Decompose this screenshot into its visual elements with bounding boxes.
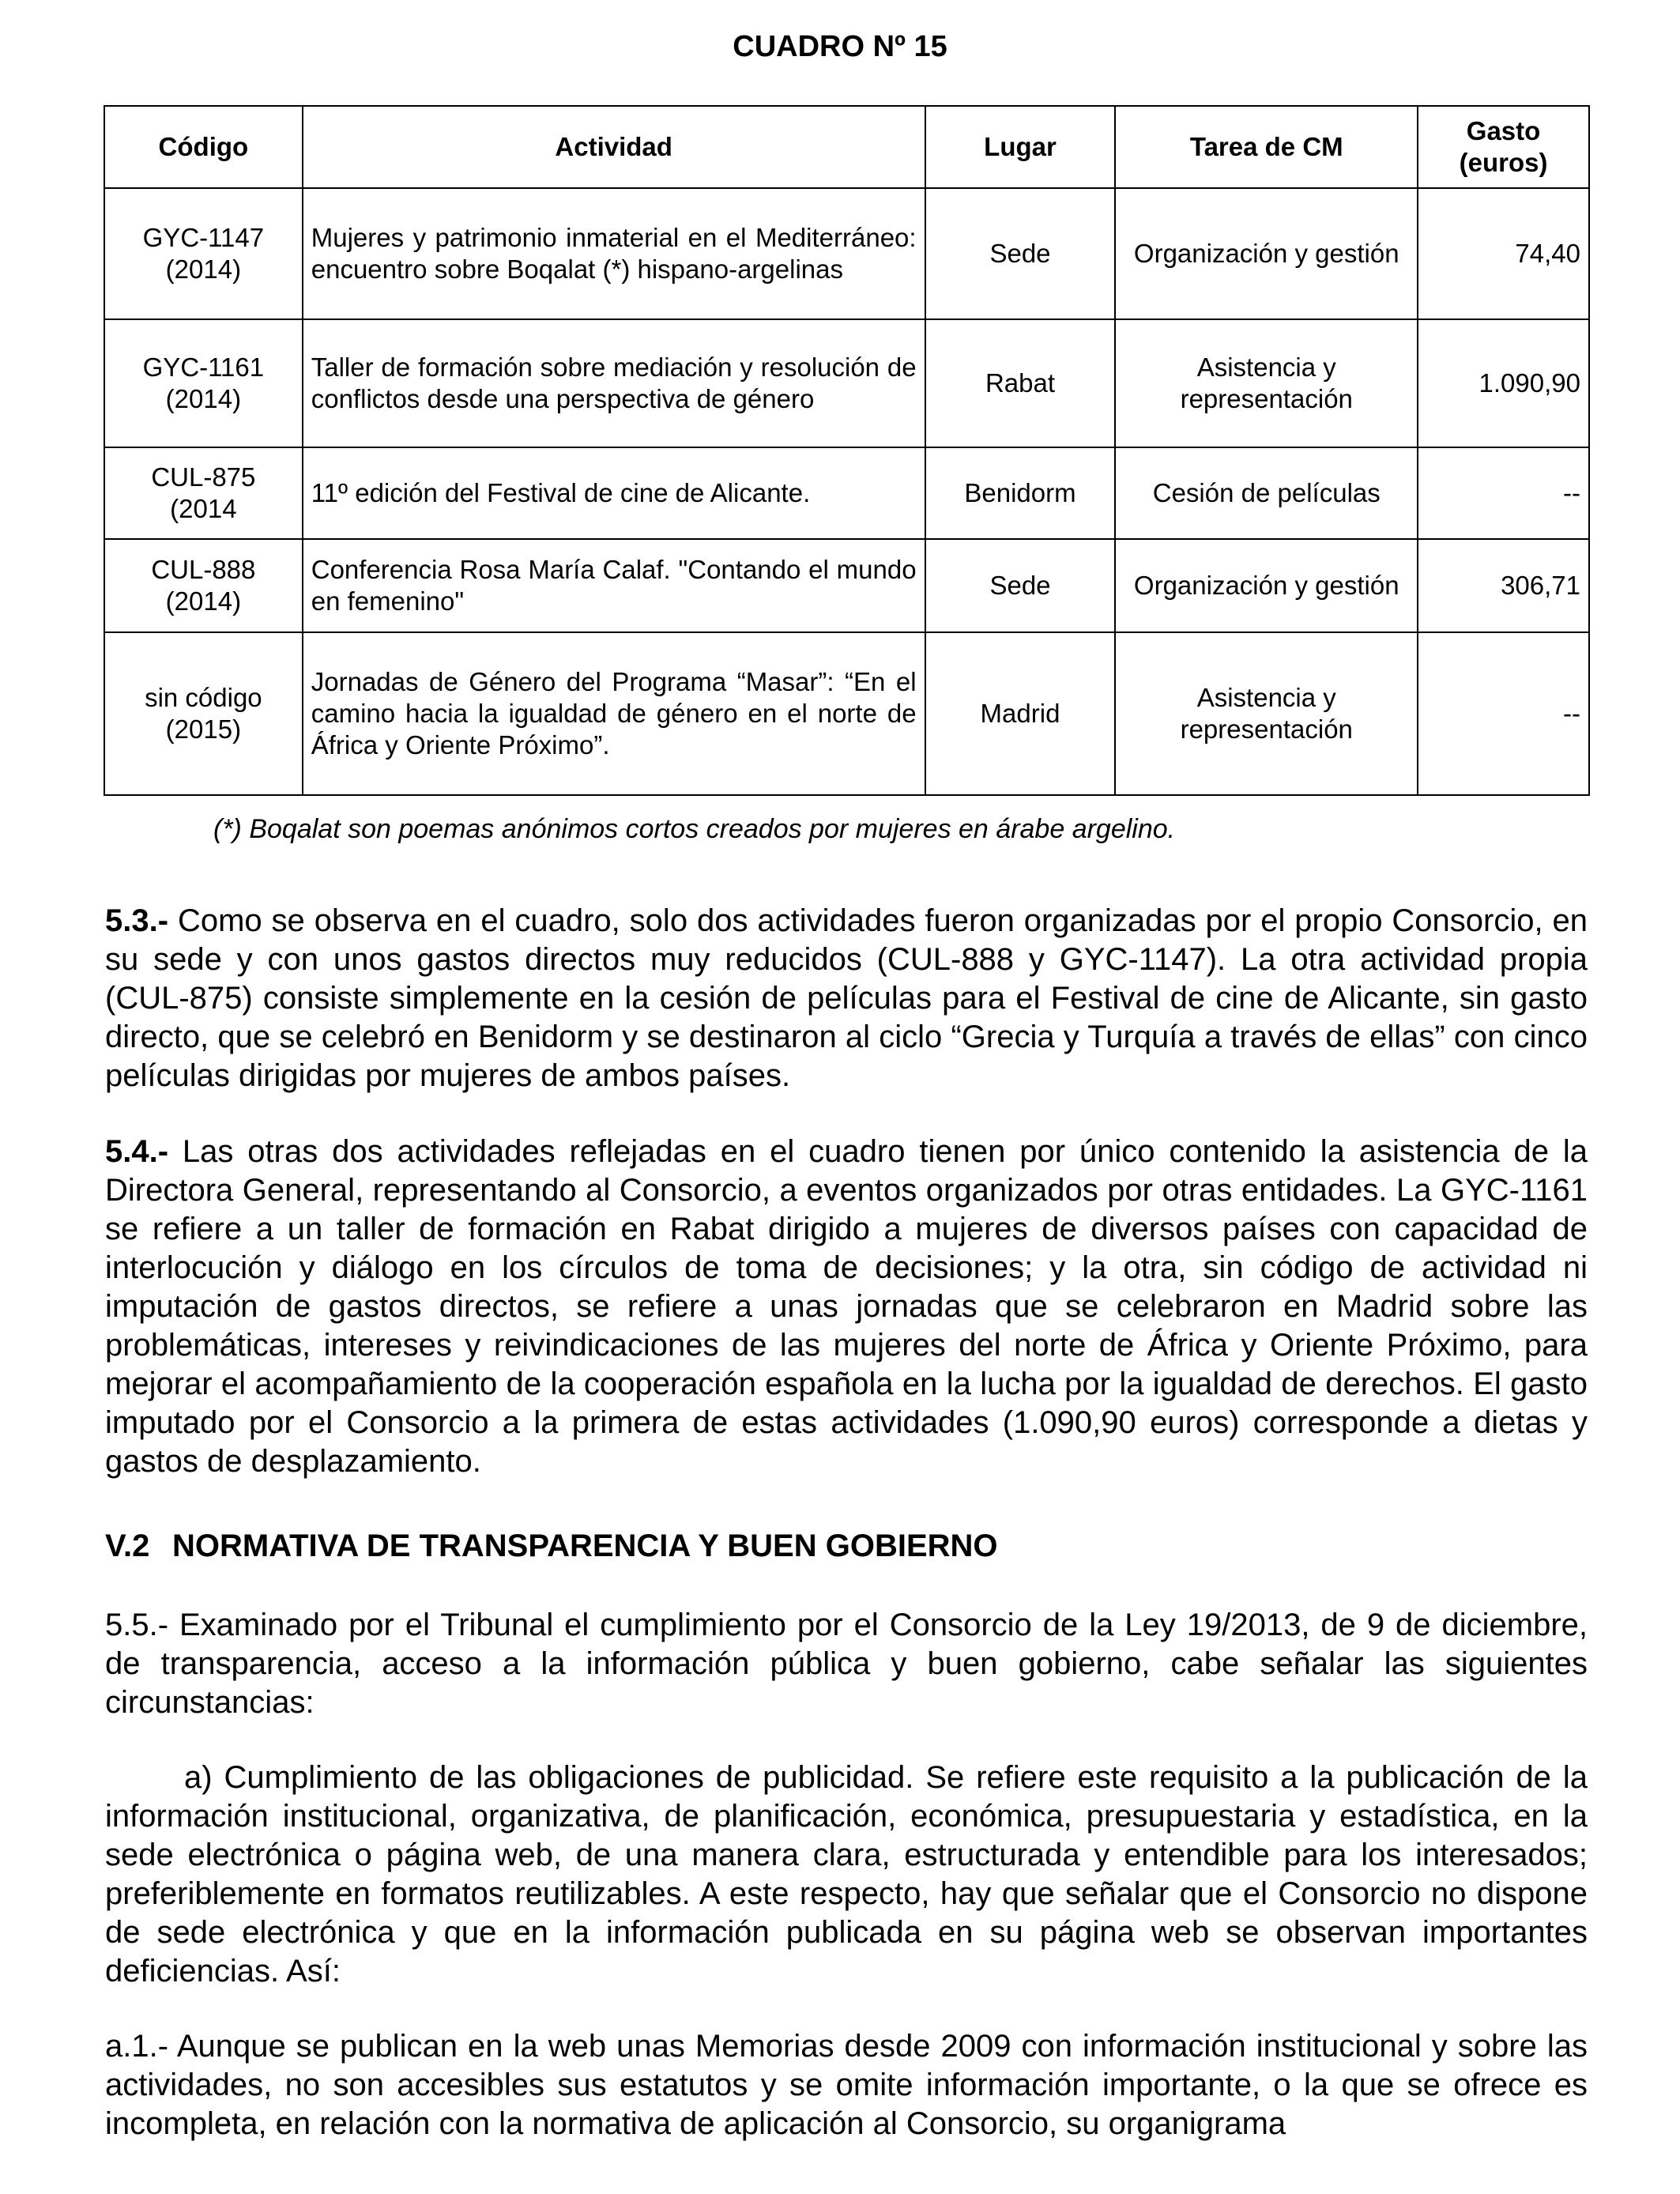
cell-activity: Mujeres y patrimonio inmaterial en el Mediterráneo: encuentro sobre Boqalat (*) hispano-argelinas (303, 188, 925, 319)
cell-code-line2: (2014) (165, 384, 242, 413)
paragraph-5-5: 5.5.- Examinado por el Tribunal el cumplimiento por el Consorcio de la Ley 19/2013, de 9 de diciembre, de transparencia, acceso a la información pública y buen gobierno, cabe señalar las siguientes circunstancias: (105, 1608, 1588, 1720)
cell-code-line1: GYC-1161 (142, 352, 265, 382)
cell-code-line2: (2014) (165, 586, 242, 616)
cell-expense: -- (1418, 632, 1589, 795)
cell-code (104, 632, 303, 795)
section-title: NORMATIVA DE TRANSPARENCIA Y BUEN GOBIERNO (172, 1529, 998, 1563)
cell-expense: 1.090,90 (1418, 319, 1589, 447)
table-title: CUADRO Nº 15 (733, 30, 947, 63)
activities-table (104, 105, 1590, 796)
cell-expense: 74,40 (1418, 188, 1589, 319)
cell-activity: Conferencia Rosa María Calaf. "Contando el mundo en femenino" (303, 539, 925, 632)
cell-code (104, 539, 303, 632)
table-header-row (104, 106, 1589, 188)
cell-code (104, 447, 303, 539)
paragraph-a: a) Cumplimiento de las obligaciones de publicidad. Se refiere este requisito a la publicación de la información institucional, organizativa, de planificación, económica, presupuestaria y estadística, en la sede electrónica o página web, de una manera clara, estructurada y entendible para los interesados; preferiblemente en formatos reutilizables. A este respecto, hay que señalar que el Consorcio no dispone de sede electrónica y que en la información publicada en su página web se observan importantes deficiencias. Así: (105, 1760, 1588, 1989)
section-number: V.2 (105, 1529, 150, 1563)
cell-place: Rabat (925, 319, 1116, 447)
cell-expense: -- (1418, 447, 1589, 539)
cell-code (104, 188, 303, 319)
cell-place: Sede (925, 539, 1116, 632)
header-expense (1418, 106, 1589, 188)
table-row (104, 447, 1589, 539)
table-row (104, 632, 1589, 795)
header-task: Tarea de CM (1115, 106, 1418, 188)
table-row (104, 539, 1589, 632)
cell-task: Cesión de películas (1115, 447, 1418, 539)
cell-place: Madrid (925, 632, 1116, 795)
cell-expense: 306,71 (1418, 539, 1589, 632)
cell-code-line1: CUL-888 (151, 555, 256, 584)
paragraph-number: 5.3.- (105, 903, 169, 938)
cell-place: Sede (925, 188, 1116, 319)
header-expense-line1: Gasto (1466, 116, 1541, 145)
cell-activity: Jornadas de Género del Programa “Masar”: “En el camino hacia la igualdad de género en el norte de África y Oriente Próximo”. (303, 632, 925, 795)
cell-task: Asistencia y representación (1115, 632, 1418, 795)
header-place: Lugar (925, 106, 1116, 188)
cell-code-line1: CUL-875 (151, 462, 256, 492)
header-code: Código (104, 106, 303, 188)
cell-code (104, 319, 303, 447)
header-expense-line2: (euros) (1459, 148, 1548, 177)
cell-task: Organización y gestión (1115, 188, 1418, 319)
cell-task: Organización y gestión (1115, 539, 1418, 632)
paragraph-number: 5.4.- (105, 1134, 169, 1169)
paragraph-5-3 (105, 902, 1588, 1095)
cell-code-line2: (2014 (170, 494, 237, 523)
paragraph-text: Las otras dos actividades reflejadas en el cuadro tienen por único contenido la asistencia de la Directora General, representando al Consorcio, a eventos organizados por otras entidades. La GYC-1161 se refiere a un taller de formación en Rabat dirigido a mujeres de diversos países con capacidad de interlocución y diálogo en los círculos de toma de decisiones; y la otra, sin código de actividad ni imputación de gastos directos, se refiere a unas jornadas que se celebraron en Madrid sobre las problemáticas, intereses y reivindicaciones de las mujeres del norte de África y Oriente Próximo, para mejorar el acompañamiento de la cooperación española en la lucha por la igualdad de derechos. El gasto imputado por el Consorcio a la primera de estas actividades (1.090,90 euros) corresponde a dietas y gastos de desplazamiento. (105, 1134, 1588, 1479)
cell-activity: Taller de formación sobre mediación y resolución de conflictos desde una perspectiva de género (303, 319, 925, 447)
paragraph-a1: a.1.- Aunque se publican en la web unas Memorias desde 2009 con información institucional y sobre las actividades, no son accesibles sus estatutos y se omite información importante, o la que se ofrece es incompleta, en relación con la normativa de aplicación al Consorcio, su organigrama (105, 2029, 1588, 2141)
cell-activity: 11º edición del Festival de cine de Alicante. (303, 447, 925, 539)
cell-code-line2: (2014) (165, 254, 242, 284)
header-activity: Actividad (303, 106, 925, 188)
paragraph-5-4 (105, 1133, 1588, 1481)
section-heading (105, 1527, 998, 1566)
cell-code-line1: GYC-1147 (142, 223, 265, 252)
cell-place: Benidorm (925, 447, 1116, 539)
table-row (104, 319, 1589, 447)
table-row (104, 188, 1589, 319)
cell-code-line1: sin código (145, 683, 262, 712)
cell-task: Asistencia y representación (1115, 319, 1418, 447)
table-footnote: (*) Boqalat son poemas anónimos cortos creados por mujeres en árabe argelino. (213, 814, 1176, 844)
cell-code-line2: (2015) (165, 714, 242, 744)
paragraph-text: Como se observa en el cuadro, solo dos actividades fueron organizadas por el propio Consorcio, en su sede y con unos gastos directos muy reducidos (CUL-888 y GYC-1147). La otra actividad propia (CUL-875) consiste simplemente en la cesión de películas para el Festival de cine de Alicante, sin gasto directo, que se celebró en Benidorm y se destinaron al ciclo “Grecia y Turquía a través de ellas” con cinco películas dirigidas por mujeres de ambos países. (105, 903, 1588, 1093)
